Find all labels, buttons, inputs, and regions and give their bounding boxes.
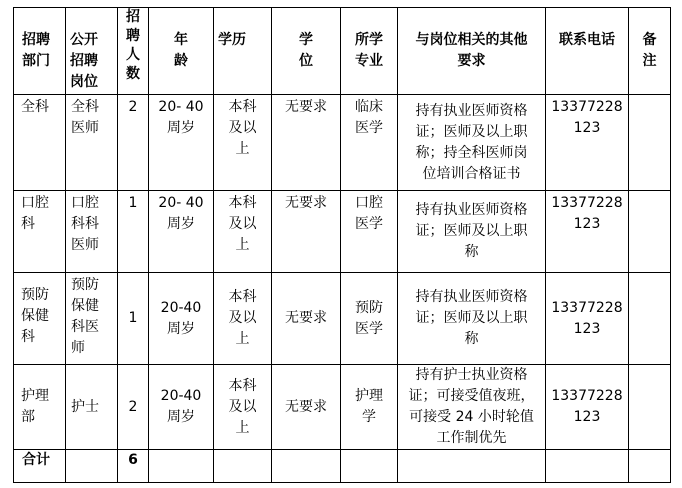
table-row xyxy=(14,191,671,273)
table-row xyxy=(14,365,671,450)
cell-count: 2 xyxy=(118,365,149,450)
cell-dept: 全科 xyxy=(14,95,66,191)
cell-empty xyxy=(272,450,341,483)
cell-remarks xyxy=(629,95,671,191)
total-label: 合计 xyxy=(14,450,66,483)
cell-major: 临床 医学 xyxy=(341,95,398,191)
cell-dept: 口腔 科 xyxy=(14,191,66,273)
cell-empty xyxy=(66,450,118,483)
cell-phone: 13377228 123 xyxy=(546,273,629,365)
cell-education: 本科 及以 上 xyxy=(214,95,272,191)
cell-major: 口腔 医学 xyxy=(341,191,398,273)
cell-remarks xyxy=(629,273,671,365)
cell-empty xyxy=(398,450,546,483)
cell-education: 本科 及以 上 xyxy=(214,365,272,450)
cell-position: 预防 保健 科医 师 xyxy=(66,273,118,365)
table-row xyxy=(14,95,671,191)
header-requirements: 与岗位相关的其他 要求 xyxy=(398,8,546,95)
cell-empty xyxy=(149,450,214,483)
cell-empty xyxy=(546,450,629,483)
header-education: 学历 xyxy=(214,8,272,95)
cell-empty xyxy=(341,450,398,483)
cell-empty xyxy=(629,450,671,483)
cell-major: 护理 学 xyxy=(341,365,398,450)
cell-position: 全科 医师 xyxy=(66,95,118,191)
header-remarks: 备 注 xyxy=(629,8,671,95)
cell-position: 护士 xyxy=(66,365,118,450)
table-row xyxy=(14,273,671,365)
header-phone: 联系电话 xyxy=(546,8,629,95)
cell-count: 1 xyxy=(118,191,149,273)
cell-requirements: 持有执业医师资格 证；医师及以上职 称 xyxy=(398,191,546,273)
cell-education: 本科 及以 上 xyxy=(214,273,272,365)
header-position: 公开 招聘 岗位 xyxy=(66,8,118,95)
cell-empty xyxy=(214,450,272,483)
cell-requirements: 持有执业医师资格 证；医师及以上职 称 xyxy=(398,273,546,365)
header-major: 所学 专业 xyxy=(341,8,398,95)
cell-dept: 护理 部 xyxy=(14,365,66,450)
cell-degree: 无要求 xyxy=(272,365,341,450)
cell-phone: 13377228 123 xyxy=(546,191,629,273)
cell-degree: 无要求 xyxy=(272,95,341,191)
header-degree: 学 位 xyxy=(272,8,341,95)
cell-major: 预防 医学 xyxy=(341,273,398,365)
cell-education: 本科 及以 上 xyxy=(214,191,272,273)
cell-phone: 13377228 123 xyxy=(546,95,629,191)
cell-phone: 13377228 123 xyxy=(546,365,629,450)
total-count: 6 xyxy=(118,450,149,483)
total-row xyxy=(14,450,671,483)
header-count: 招 聘 人 数 xyxy=(118,8,149,95)
cell-age: 20-40 周岁 xyxy=(149,273,214,365)
cell-count: 2 xyxy=(118,95,149,191)
cell-remarks xyxy=(629,191,671,273)
cell-requirements: 持有护士执业资格 证；可接受值夜班， 可接受 24 小时轮值 工作制优先 xyxy=(398,365,546,450)
header-age: 年 龄 xyxy=(149,8,214,95)
cell-age: 20- 40 周岁 xyxy=(149,95,214,191)
cell-age: 20- 40 周岁 xyxy=(149,191,214,273)
header-dept: 招聘 部门 xyxy=(14,8,66,95)
cell-age: 20-40 周岁 xyxy=(149,365,214,450)
cell-degree: 无要求 xyxy=(272,191,341,273)
cell-degree: 无要求 xyxy=(272,273,341,365)
cell-remarks xyxy=(629,365,671,450)
cell-position: 口腔 科科 医师 xyxy=(66,191,118,273)
cell-count: 1 xyxy=(118,273,149,365)
recruitment-table xyxy=(13,7,671,483)
cell-requirements: 持有执业医师资格 证；医师及以上职 称；持全科医师岗 位培训合格证书 xyxy=(398,95,546,191)
header-row xyxy=(14,8,671,95)
cell-dept: 预防 保健 科 xyxy=(14,273,66,365)
